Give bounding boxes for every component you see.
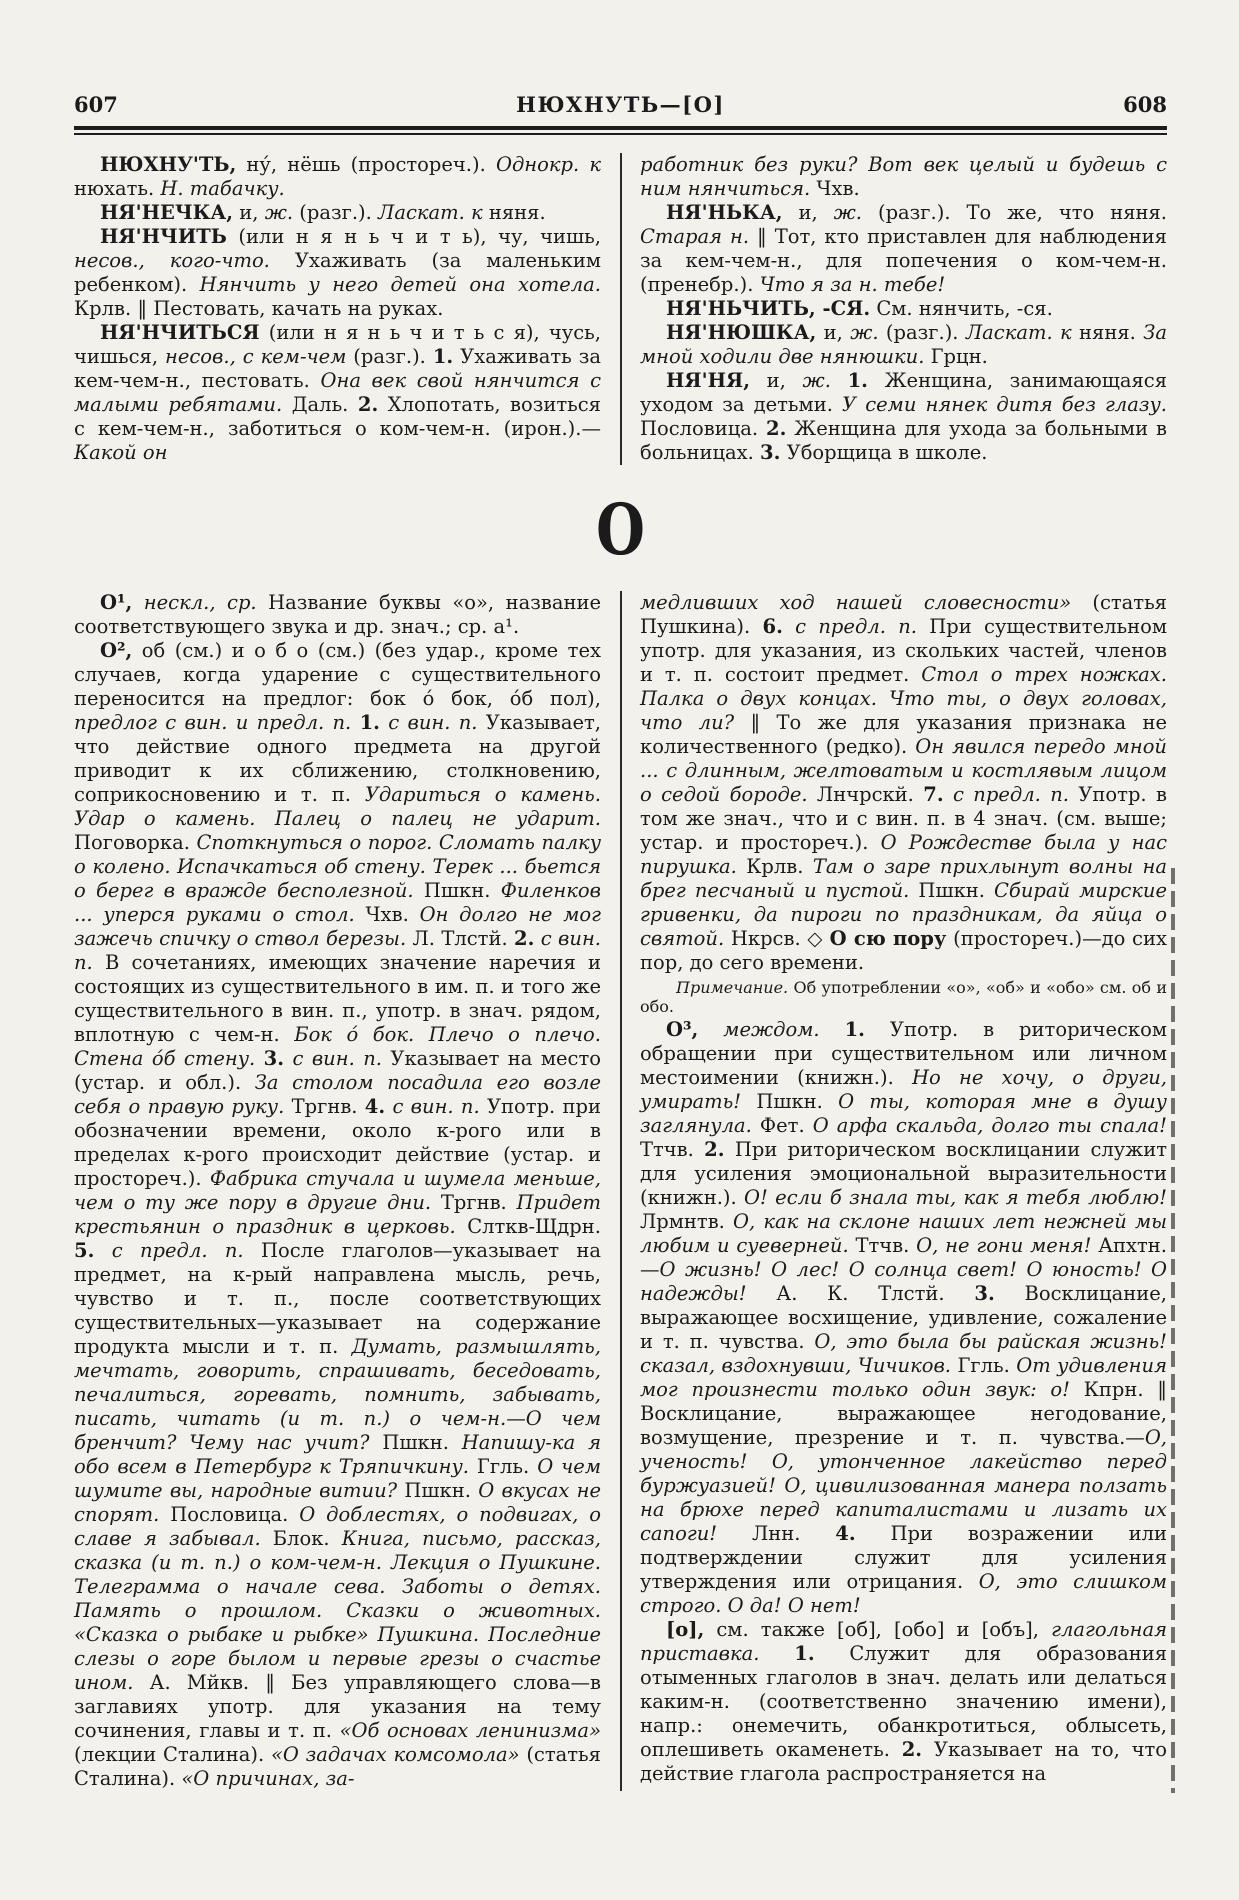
bottom-section [74, 591, 1167, 1791]
dictionary-paragraph: Примечание. Об употреблении «о», «об» и «обо» см. об и обо. [640, 978, 1167, 1016]
page-header [74, 92, 1167, 117]
dictionary-paragraph: НЮХНУ'ТЬ, ну́, нёшь (простореч.). Однокр. к нюхать. Н. табачку. [74, 153, 601, 200]
bottom-right-column [640, 591, 1167, 1791]
column-divider [620, 153, 622, 465]
column-divider [620, 591, 622, 1791]
dictionary-paragraph: работник без руки? Вот век целый и будешь с ним нянчиться. Чхв. [640, 153, 1167, 200]
page-number-right: 608 [1123, 92, 1167, 117]
scan-edge-artifact [1171, 868, 1175, 1793]
top-section [74, 153, 1167, 465]
top-right-column [640, 153, 1167, 465]
dictionary-paragraph: О¹, нескл., ср. Название буквы «о», название соответствующего звука и др. знач.; ср. а¹. [74, 591, 601, 638]
dictionary-paragraph: НЯ'НЬКА, и, ж. (разг.). То же, что няня. Старая н. ‖ Тот, кто приставлен для наблюдения за кем-чем-н., для попечения о ком-чем-н. (пренебр.). Что я за н. тебе! [640, 201, 1167, 296]
section-letter-block [74, 488, 1167, 571]
dictionary-paragraph: НЯ'НЧИТЬСЯ (или н я н ь ч и т ь с я), чусь, чишься, несов., с кем-чем (разг.). 1. Ухаживать за кем-чем-н., пестовать. Она век свой нянчится с малыми ребятами. Даль. 2. Хлопотать, возиться с кем-чем-н., заботиться о ком-чем-н. (ирон.).—Какой он [74, 321, 602, 464]
dictionary-paragraph: О², об (см.) и о б о (см.) (без удар., кроме тех случаев, когда ударение с существительного переносится на предлог: бок о́ бок, о́б пол), предлог с вин. и предл. п. 1. с вин. п. Указывает, что действие одного предмета на другой приводит к их сближению, столкновению, соприкосновению и т. п. Удариться о камень. Удар о камень. Палец о палец не ударит. Поговорка. Споткнуться о порог. Сломать палку о колено. Испачкаться об стену. Терек ... бьется о берег в вражде бесполезной. Пшкн. Филенков ... уперся руками о стол. Чхв. Он долго не мог зажечь спичку о ствол березы. Л. Тлстй. 2. с вин. п. В сочетаниях, имеющих значение наречия и состоящих из существительного в им. п. и того же существительного в вин. п., употр. в знач. рядом, вплотную с чем-н. Бок о́ бок. Плечо о плечо. Стена о́б стену. 3. с вин. п. Указывает на место (устар. и обл.). За столом посадила его возле себя о правую руку. Тргнв. 4. с вин. п. Употр. при обозначении времени, около к-рого или в пределах к-рого происходит действие (устар. и простореч.). Фабрика стучала и шумела меньше, чем о ту же пору в другие дни. Тргнв. Придет крестьянин о праздник в церковь. Слткв-Щдрн. 5. с предл. п. После глаголов—указывает на предмет, на к-рый направлена мысль, речь, чувство и т. п., после соответствующих существительных—указывает на содержание продукта мысли и т. п. Думать, размышлять, мечтать, говорить, спрашивать, беседовать, печалиться, горевать, помнить, забывать, писать, читать (и т. п.) о чем-н.—О чем бренчит? Чему нас учит? Пшкн. Напишу-ка я обо всем в Петербург к Тряпичкину. Ггль. О чем шумите вы, народные витии? Пшкн. О вкусах не спорят. Пословица. О доблестях, о подвигах, о славе я забывал. Блок. Книга, письмо, рассказ, сказка (и т. п.) о ком-чем-н. Лекция о Пушкине. Телеграмма о начале сева. Заботы о детях. Память о прошлом. Сказки о животных. «Сказка о рыбаке и рыбке» Пушкина. Последние слезы о горе былом и первые грезы о счастье ином. А. Мйкв. ‖ Без управляющего слова—в заглавиях употр. для указания на тему сочинения, главы и т. п. «Об основах ленинизма» (лекции Сталина). «О задачах комсомола» (статья Сталина). «О причинах, за- [74, 639, 602, 1790]
dictionary-paragraph: НЯ'НЬЧИТЬ, -СЯ. См. нянчить, -ся. [666, 297, 1053, 320]
section-letter-o: О [596, 488, 645, 571]
running-head: НЮХНУТЬ—[О] [516, 92, 725, 117]
dictionary-paragraph: [о], см. также [об], [обо] и [объ], глагольная приставка. 1. Служит для образования отыменных глаголов в знач. делать или делаться каким-н. (соответственно значению имени), напр.: онемечить, обанкротиться, облысеть, оплешиветь окаменеть. 2. Указывает на то, что действие глагола распространяется на [640, 1618, 1167, 1785]
top-left-column [74, 153, 601, 465]
dictionary-paragraph: медливших ход нашей словесности» (статья Пушкина). 6. с предл. п. При существительном употр. для указания, из скольких частей, членов и т. п. состоит предмет. Стол о трех ножках. Палка о двух концах. Что ты, о двух головах, что ли? ‖ То же для указания признака не количественного (редко). Он явился передо мной ... с длинным, желтоватым и костлявым лицом о седой бороде. Лнчрскй. 7. с предл. п. Употр. в том же знач., что и с вин. п. в 4 знач. (см. выше; устар. и простореч.). О Рождестве была у нас пирушка. Крлв. Там о заре прихлынут волны на брег песчаный и пустой. Пшкн. Сбирай мирские гривенки, да пироги по праздникам, да яйца о святой. Нкрсв. ◇ О сю пору (простореч.)—до сих пор, до сего времени. [640, 591, 1168, 974]
dictionary-paragraph: НЯ'НЮШКА, и, ж. (разг.). Ласкат. к няня. За мной ходили две нянюшки. Грцн. [640, 321, 1167, 368]
dictionary-paragraph: НЯ'НЯ, и, ж. 1. Женщина, занимающаяся уходом за детьми. У семи нянек дитя без глазу. Пословица. 2. Женщина для ухода за больными в больницах. 3. Уборщица в школе. [640, 369, 1167, 464]
bottom-left-column [74, 591, 601, 1791]
dictionary-paragraph: НЯ'НЕЧКА, и, ж. (разг.). Ласкат. к няня. [100, 201, 546, 224]
header-rule [74, 126, 1167, 135]
page-number-left: 607 [74, 92, 118, 117]
dictionary-paragraph: НЯ'НЧИТЬ (или н я н ь ч и т ь), чу, чишь, несов., кого-что. Ухаживать (за маленьким ребенком). Нянчить у него детей она хотела. Крлв. ‖ Пестовать, качать на руках. [74, 225, 601, 320]
dictionary-paragraph: О³, междом. 1. Употр. в риторическом обращении при существительном или личном местоимении (книжн.). Но не хочу, о други, умирать! Пшкн. О ты, которая мне в душу заглянула. Фет. О арфа скальда, долго ты спала! Ттчв. 2. При риторическом восклицании служит для усиления эмоциональной выразительности (книжн.). О! если б знала ты, как я тебя люблю! Лрмнтв. О, как на склоне наших лет нежней мы любим и суеверней. Ттчв. О, не гони меня! Апхтн.—О жизнь! О лес! О солнца свет! О юность! О надежды! А. К. Тлстй. 3. Восклицание, выражающее восхищение, удивление, сожаление и т. п. чувства. О, это была бы райская жизнь! сказал, вздохнувши, Чичиков. Ггль. От удивления мог произнести только один звук: о! Кпрн. ‖ Восклицание, выражающее негодование, возмущение, презрение и т. п. чувства.—О, ученость! О, утонченное лакейство перед буржуазией! О, цивилизованная манера ползать на брюхе перед капиталистами и лизать их сапоги! Лнн. 4. При возражении или подтверждении служит для усиления утверждения или отрицания. О, это слишком строго. О да! О нет! [640, 1018, 1168, 1617]
